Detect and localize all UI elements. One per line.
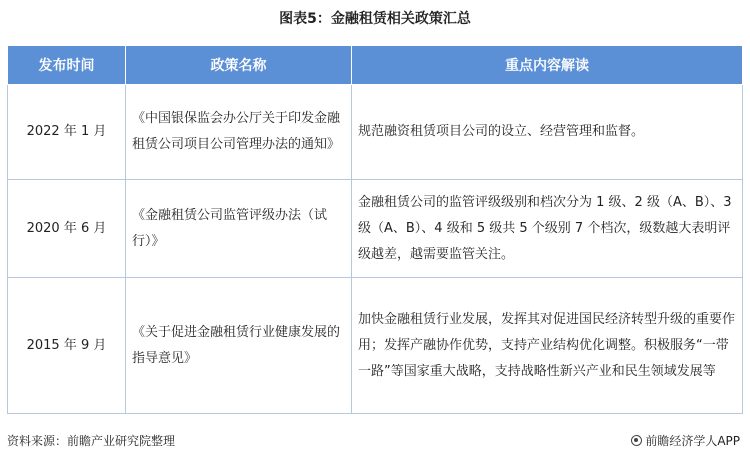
release-date-cell: 2022 年 1 月 bbox=[8, 85, 126, 180]
header-release-date: 发布时间 bbox=[8, 46, 126, 85]
release-date-cell: 2020 年 6 月 bbox=[8, 180, 126, 278]
brand-credit bbox=[631, 432, 740, 449]
source-note: 资料来源：前瞻产业研究院整理 bbox=[7, 434, 176, 448]
release-date-cell: 2015 年 9 月 bbox=[8, 278, 126, 414]
table-row bbox=[8, 85, 743, 180]
brand-name: 前瞻经济学人APP bbox=[645, 434, 740, 448]
key-content-cell: 加快金融租赁行业发展，发挥其对促进国民经济转型升级的重要作用；发挥产融协作优势，支持产业结构优化调整。积极服务“一带一路”等国家重大战略，支持战略性新兴产业和民生领域发展等 bbox=[352, 278, 743, 414]
table-row bbox=[8, 278, 743, 414]
policy-table bbox=[7, 45, 743, 414]
header-policy-name: 政策名称 bbox=[126, 46, 352, 85]
policy-name-cell: 《关于促进金融租赁行业健康发展的指导意见》 bbox=[126, 278, 352, 414]
table-row bbox=[8, 180, 743, 278]
policy-name-cell: 《金融租赁公司监管评级办法（试行）》 bbox=[126, 180, 352, 278]
page-title: 图表5：金融租赁相关政策汇总 bbox=[279, 11, 471, 27]
table-header-row bbox=[8, 46, 743, 85]
key-content-cell: 规范融资租赁项目公司的设立、经营管理和监督。 bbox=[352, 85, 743, 180]
header-key-content: 重点内容解读 bbox=[352, 46, 743, 85]
key-content-cell: 金融租赁公司的监管评级级别和档次分为 1 级、2 级（A、B）、3 级（A、B）、4 级和 5 级共 5 个级别 7 个档次，级数越大表明评级越差，越需要监管关注。 bbox=[352, 180, 743, 278]
policy-name-cell: 《中国银保监会办公厅关于印发金融租赁公司项目公司管理办法的通知》 bbox=[126, 85, 352, 180]
brand-logo-icon bbox=[631, 435, 642, 446]
